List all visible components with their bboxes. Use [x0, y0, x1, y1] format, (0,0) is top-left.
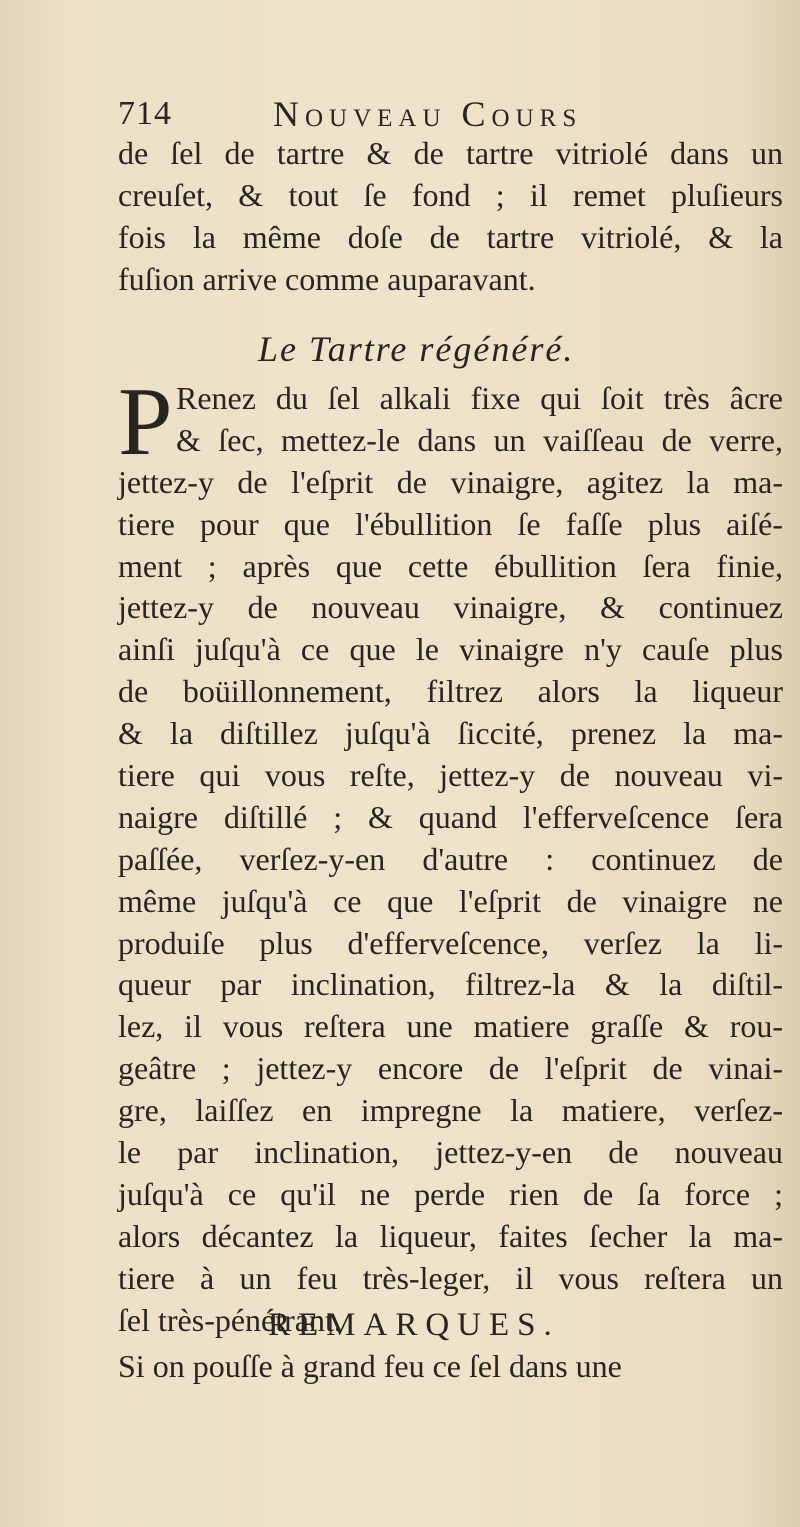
text-line: de boüillonnement, filtrez alors la liqueur	[118, 673, 783, 710]
closing-paragraph	[118, 1346, 783, 1388]
text-line: & la diſtillez juſqu'à ſiccité, prenez la ma-	[118, 715, 783, 752]
text-line: naigre diſtillé ; & quand l'efferveſcence ſera	[118, 798, 783, 835]
text-line: creuſet, & tout ſe fond ; il remet pluſieurs	[118, 176, 783, 213]
text-line: le par inclination, jettez-y-en de nouveau	[118, 1134, 783, 1171]
text-line: paſſée, verſez-y-en d'autre : continuez de	[118, 840, 783, 877]
running-title: Nouveau Cours	[273, 94, 583, 134]
text-line: de ſel de tartre & de tartre vitriolé dans un	[118, 135, 783, 171]
remarks-heading: REMARQUES.	[268, 1307, 560, 1343]
text-line: Renez du ſel alkali fixe qui ſoit très âcre	[176, 380, 783, 416]
text-line: tiere qui vous reſte, jettez-y de nouveau vi-	[118, 757, 783, 794]
text-line: produiſe plus d'efferveſcence, verſez la li-	[118, 924, 783, 961]
drop-cap: P	[118, 368, 173, 476]
text-line: gre, laiſſez en impregne la matiere, verſez-	[118, 1092, 783, 1129]
text-line: & ſec, mettez-le dans un vaiſſeau de verre,	[176, 421, 783, 458]
text-line: Si on pouſſe à grand feu ce ſel dans une	[118, 1348, 622, 1384]
body-paragraph	[118, 368, 783, 1341]
text-line: jettez-y de nouveau vinaigre, & continuez	[118, 589, 783, 626]
text-line: tiere à un feu très-leger, il vous reſtera un	[118, 1259, 783, 1296]
text-line: juſqu'à ce qu'il ne perde rien de ſa force ;	[118, 1175, 783, 1212]
text-line: ſel très-pénétrant.	[118, 1301, 342, 1338]
text-line: ainſi juſqu'à ce que le vinaigre n'y cauſe plus	[118, 631, 783, 668]
text-line: ment ; après que cette ébullition ſera finie,	[118, 547, 783, 584]
text-line: lez, il vous reſtera une matiere graſſe & rou-	[118, 1008, 783, 1045]
text-line: tiere pour que l'ébullition ſe faſſe plus aiſé-	[118, 505, 783, 542]
text-line: jettez-y de l'eſprit de vinaigre, agitez la ma-	[118, 463, 783, 500]
section-title: Le Tartre régénéré.	[258, 329, 575, 369]
text-line: fuſion arrive comme auparavant.	[118, 260, 536, 297]
text-line: même juſqu'à ce que l'eſprit de vinaigre ne	[118, 882, 783, 919]
page-header	[118, 92, 638, 136]
text-line: fois la même doſe de tartre vitriolé, & la	[118, 218, 783, 255]
text-line: geâtre ; jettez-y encore de l'eſprit de vinai-	[118, 1050, 783, 1087]
page-number: 714	[118, 95, 172, 132]
text-line: queur par inclination, filtrez-la & la diſtil-	[118, 966, 783, 1003]
text-line: alors décantez la liqueur, faites ſecher la ma-	[118, 1217, 783, 1254]
lead-paragraph	[118, 133, 783, 301]
